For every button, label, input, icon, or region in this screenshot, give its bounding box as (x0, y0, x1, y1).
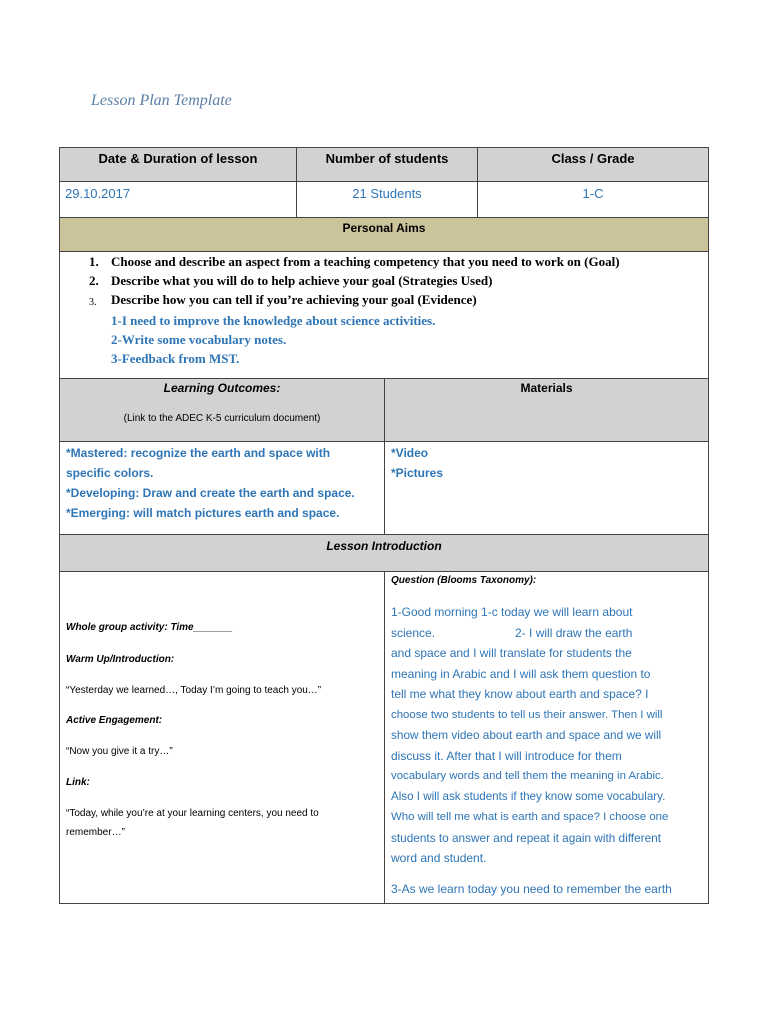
date-value-cell (59, 181, 297, 218)
material-item: *Pictures (391, 466, 444, 480)
question-line: Also I will ask students if they know some vocabulary. (391, 789, 666, 803)
outcome-line: *Mastered: recognize the earth and space with (66, 446, 331, 460)
lesson-introduction-header (59, 534, 709, 572)
class-grade-label: Class / Grade (551, 151, 635, 166)
personal-aims-header (59, 217, 709, 252)
question-line: science. 2- I will draw the earth (391, 625, 633, 640)
aims-answers (111, 311, 435, 368)
date-duration-label: Date & Duration of lesson (98, 151, 258, 166)
link-text-line-1: “Today, while you’re at your learning centers, you need to (66, 808, 319, 819)
question-line: Who will tell me what is earth and space? I choose one (391, 811, 669, 823)
introduction-right-cell (384, 571, 709, 904)
students-value-cell (296, 181, 478, 218)
personal-aims-label: Personal Aims (342, 221, 426, 235)
material-item: *Video (391, 446, 429, 460)
curriculum-link-note: (Link to the ADEC K-5 curriculum document) (123, 413, 321, 424)
aim-answer: 3-Feedback from MST. (111, 351, 240, 366)
aim-item-text: Describe what you will do to help achieve your goal (Strategies Used) (111, 273, 493, 288)
link-heading: Link: (66, 777, 90, 788)
question-line: word and student. (391, 851, 487, 865)
class-grade-header (477, 147, 709, 182)
aim-item-num: 3. (89, 297, 97, 308)
aim-item-num: 2. (89, 273, 99, 288)
document-title: Lesson Plan Template (91, 92, 232, 109)
class-value-cell (477, 181, 709, 218)
materials-label: Materials (520, 381, 573, 395)
students-value: 21 Students (352, 186, 422, 201)
question-line: and space and I will translate for students the (391, 646, 632, 660)
whole-group-activity: Whole group activity: Time_______ (66, 622, 233, 633)
warm-up-heading: Warm Up/Introduction: (66, 654, 175, 665)
lesson-introduction-label: Lesson Introduction (326, 539, 442, 553)
outcome-line: *Developing: Draw and create the earth and space. (66, 486, 355, 500)
materials-body (384, 441, 709, 535)
personal-aims-body (59, 251, 709, 379)
date-value: 29.10.2017 (65, 186, 131, 201)
introduction-left-cell (59, 571, 385, 904)
aim-answer: 1-I need to improve the knowledge about science activities. (111, 313, 436, 328)
question-last-line: 3-As we learn today you need to remember the earth (391, 882, 672, 896)
lesson-plan-table (59, 147, 709, 904)
aim-item-num: 1. (89, 254, 99, 269)
active-engagement-text: “Now you give it a try…” (66, 746, 173, 757)
question-line: vocabulary words and tell them the meaning in Arabic. (391, 770, 664, 782)
question-line: discuss it. After that I will introduce for them (391, 748, 622, 763)
aim-item-text: Describe how you can tell if you’re achieving your goal (Evidence) (111, 292, 477, 307)
outcome-line: *Emerging: will match pictures earth and space. (66, 506, 340, 520)
date-duration-header (59, 147, 297, 182)
question-line: 1-Good morning 1-c today we will learn about (391, 605, 633, 619)
materials-header (384, 378, 709, 442)
question-line: students to answer and repeat it again with different (391, 830, 661, 845)
question-line: choose two students to tell us their answer. Then I will (391, 708, 663, 721)
outcome-line: specific colors. (66, 466, 154, 480)
aim-item-2 (89, 273, 699, 289)
question-line: show them video about earth and space and we will (391, 728, 662, 742)
active-engagement-heading: Active Engagement: (66, 715, 163, 726)
question-text-block (391, 602, 668, 869)
warm-up-text: “Yesterday we learned…, Today I’m going to teach you…” (66, 685, 322, 696)
number-of-students-label: Number of students (325, 151, 449, 166)
link-text-line-2: remember…” (66, 827, 125, 838)
aim-item-1 (89, 254, 699, 270)
learning-outcomes-header (59, 378, 385, 442)
question-line: meaning in Arabic and I will ask them question to (391, 666, 651, 681)
learning-outcomes-label: Learning Outcomes: (163, 381, 281, 395)
question-line: tell me what they know about earth and space? I (391, 687, 649, 701)
aim-item-text: Choose and describe an aspect from a teaching competency that you need to work on (Goal) (111, 254, 620, 269)
question-blooms-heading: Question (Blooms Taxonomy): (391, 575, 537, 586)
class-value: 1-C (582, 186, 604, 201)
aim-item-3 (89, 292, 699, 310)
aim-answer: 2-Write some vocabulary notes. (111, 332, 287, 347)
number-of-students-header (296, 147, 478, 182)
learning-outcomes-body (59, 441, 385, 535)
